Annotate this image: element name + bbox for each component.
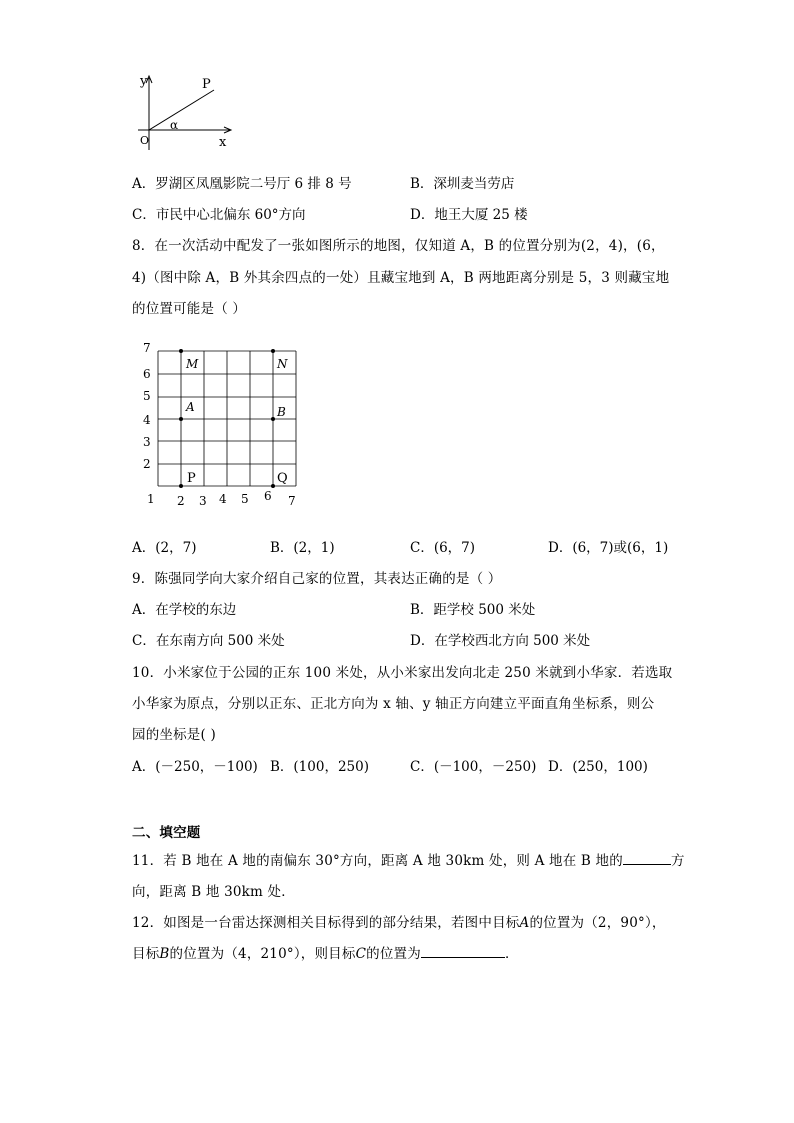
q10-option-b: B．(100，250) [270,759,369,775]
y-tick-2: 2 [143,457,151,471]
q10-option-d: D．(250，100) [548,759,648,775]
dot-n [271,349,275,353]
x-tick-1: 1 [147,492,155,506]
q7-option-d: D．地王大厦 25 楼 [410,207,528,223]
y-axis-label: y [140,74,148,89]
q12-var-b: B [159,946,170,962]
x-tick-labels [147,489,296,508]
dot-q [271,484,275,488]
q11-stem-line1 [132,849,685,869]
point-n-label: N [277,357,288,371]
q9-option-b: B．距学校 500 米处 [410,602,536,618]
q10-option-a: A．(－250，－100) [132,759,258,775]
q7-option-b: B．深圳麦当劳店 [410,176,515,192]
dot-p [179,484,183,488]
y-tick-labels [143,341,151,471]
q12-text-end: ． [504,946,519,962]
x-tick-3: 3 [199,494,207,508]
q8-stem-line3: 的位置可能是（ ） [132,301,247,317]
q10-stem-line1: 10．小米家位于公园的正东 100 米处，从小米家出发向北走 250 米就到小华家．若选取 [132,665,673,681]
ray-op [149,90,214,130]
q12-text-part2: 的位置为（2，90°）， [529,915,666,931]
grid-map-figure [138,340,308,512]
dot-m [179,349,183,353]
q9-option-a: A．在学校的东边 [132,602,237,618]
x-tick-6: 6 [264,489,272,503]
point-p-label: P [202,77,211,92]
x-tick-4: 4 [219,492,227,506]
grid-lines [158,351,296,486]
x-tick-2: 2 [177,494,185,508]
x-axis-label: x [219,135,227,150]
q10-stem-line2: 小华家为原点，分别以正东、正北方向为 x 轴、y 轴正方向建立平面直角坐标系，则公 [132,696,655,712]
angle-alpha-label: α [170,118,179,132]
q7-option-c: C．市民中心北偏东 60°方向 [132,207,306,223]
y-tick-5: 5 [143,389,151,403]
q12-var-c: C [355,946,367,962]
dot-b [271,417,275,421]
point-b-label: B [277,405,286,419]
q10-stem-line3: 园的坐标是( ) [132,727,216,743]
y-tick-3: 3 [143,435,151,449]
angle-figure [130,70,240,155]
q11-answer-blank[interactable] [623,852,671,865]
q11-text-after-blank: 方 [670,853,685,869]
y-tick-7: 7 [143,341,151,355]
section-title-fill-in: 二、填空题 [132,825,201,841]
q9-option-d: D．在学校西北方向 500 米处 [410,633,591,649]
y-tick-6: 6 [143,367,151,381]
y-tick-4: 4 [143,413,151,427]
point-m-label: M [186,357,199,371]
q8-option-d: D．(6，7)或(6，1) [548,540,669,556]
q8-option-b: B．(2，1) [270,540,335,556]
point-q-label: Q [277,471,288,486]
q9-stem: 9．陈强同学向大家介绍自己家的位置，其表达正确的是（ ） [132,571,502,587]
q11-stem-line2: 向，距离 B 地 30km 处． [132,884,295,900]
q12-var-a: A [519,915,530,931]
q9-option-c: C．在东南方向 500 米处 [132,633,285,649]
q12-stem-line2 [132,942,519,962]
q8-stem-line1: 8．在一次活动中配发了一张如图所示的地图，仅知道 A，B 的位置分别为(2，4)，(6， [132,238,665,254]
origin-label: O [140,134,150,147]
x-tick-5: 5 [241,492,249,506]
q8-option-a: A．(2，7) [132,540,197,556]
q12-text-part4: 的位置为（4，210°），则目标 [169,946,356,962]
q8-option-c: C．(6，7) [410,540,476,556]
x-tick-7: 7 [288,494,296,508]
q11-text-before-blank: 11．若 B 地在 A 地的南偏东 30°方向，距离 A 地 30km 处，则 A 地在 B 地的 [132,853,623,869]
q12-text-part3: 目标 [132,946,160,962]
q12-stem-line1 [132,911,666,931]
point-a-label: A [186,400,195,414]
q12-answer-blank[interactable] [421,945,505,958]
point-p-label: P [187,471,196,486]
dot-a [179,417,183,421]
q12-text-part1: 12．如图是一台雷达探测相关目标得到的部分结果，若图中目标 [132,915,520,931]
q7-option-a: A．罗湖区凤凰影院二号厅 6 排 8 号 [132,176,352,192]
q8-stem-line2: 4)（图中除 A，B 外其余四点的一处）且藏宝地到 A，B 两地距离分别是 5，3 则藏宝地 [132,270,670,286]
q12-text-part5: 的位置为 [366,946,421,962]
q10-option-c: C．(－100，－250) [410,759,537,775]
